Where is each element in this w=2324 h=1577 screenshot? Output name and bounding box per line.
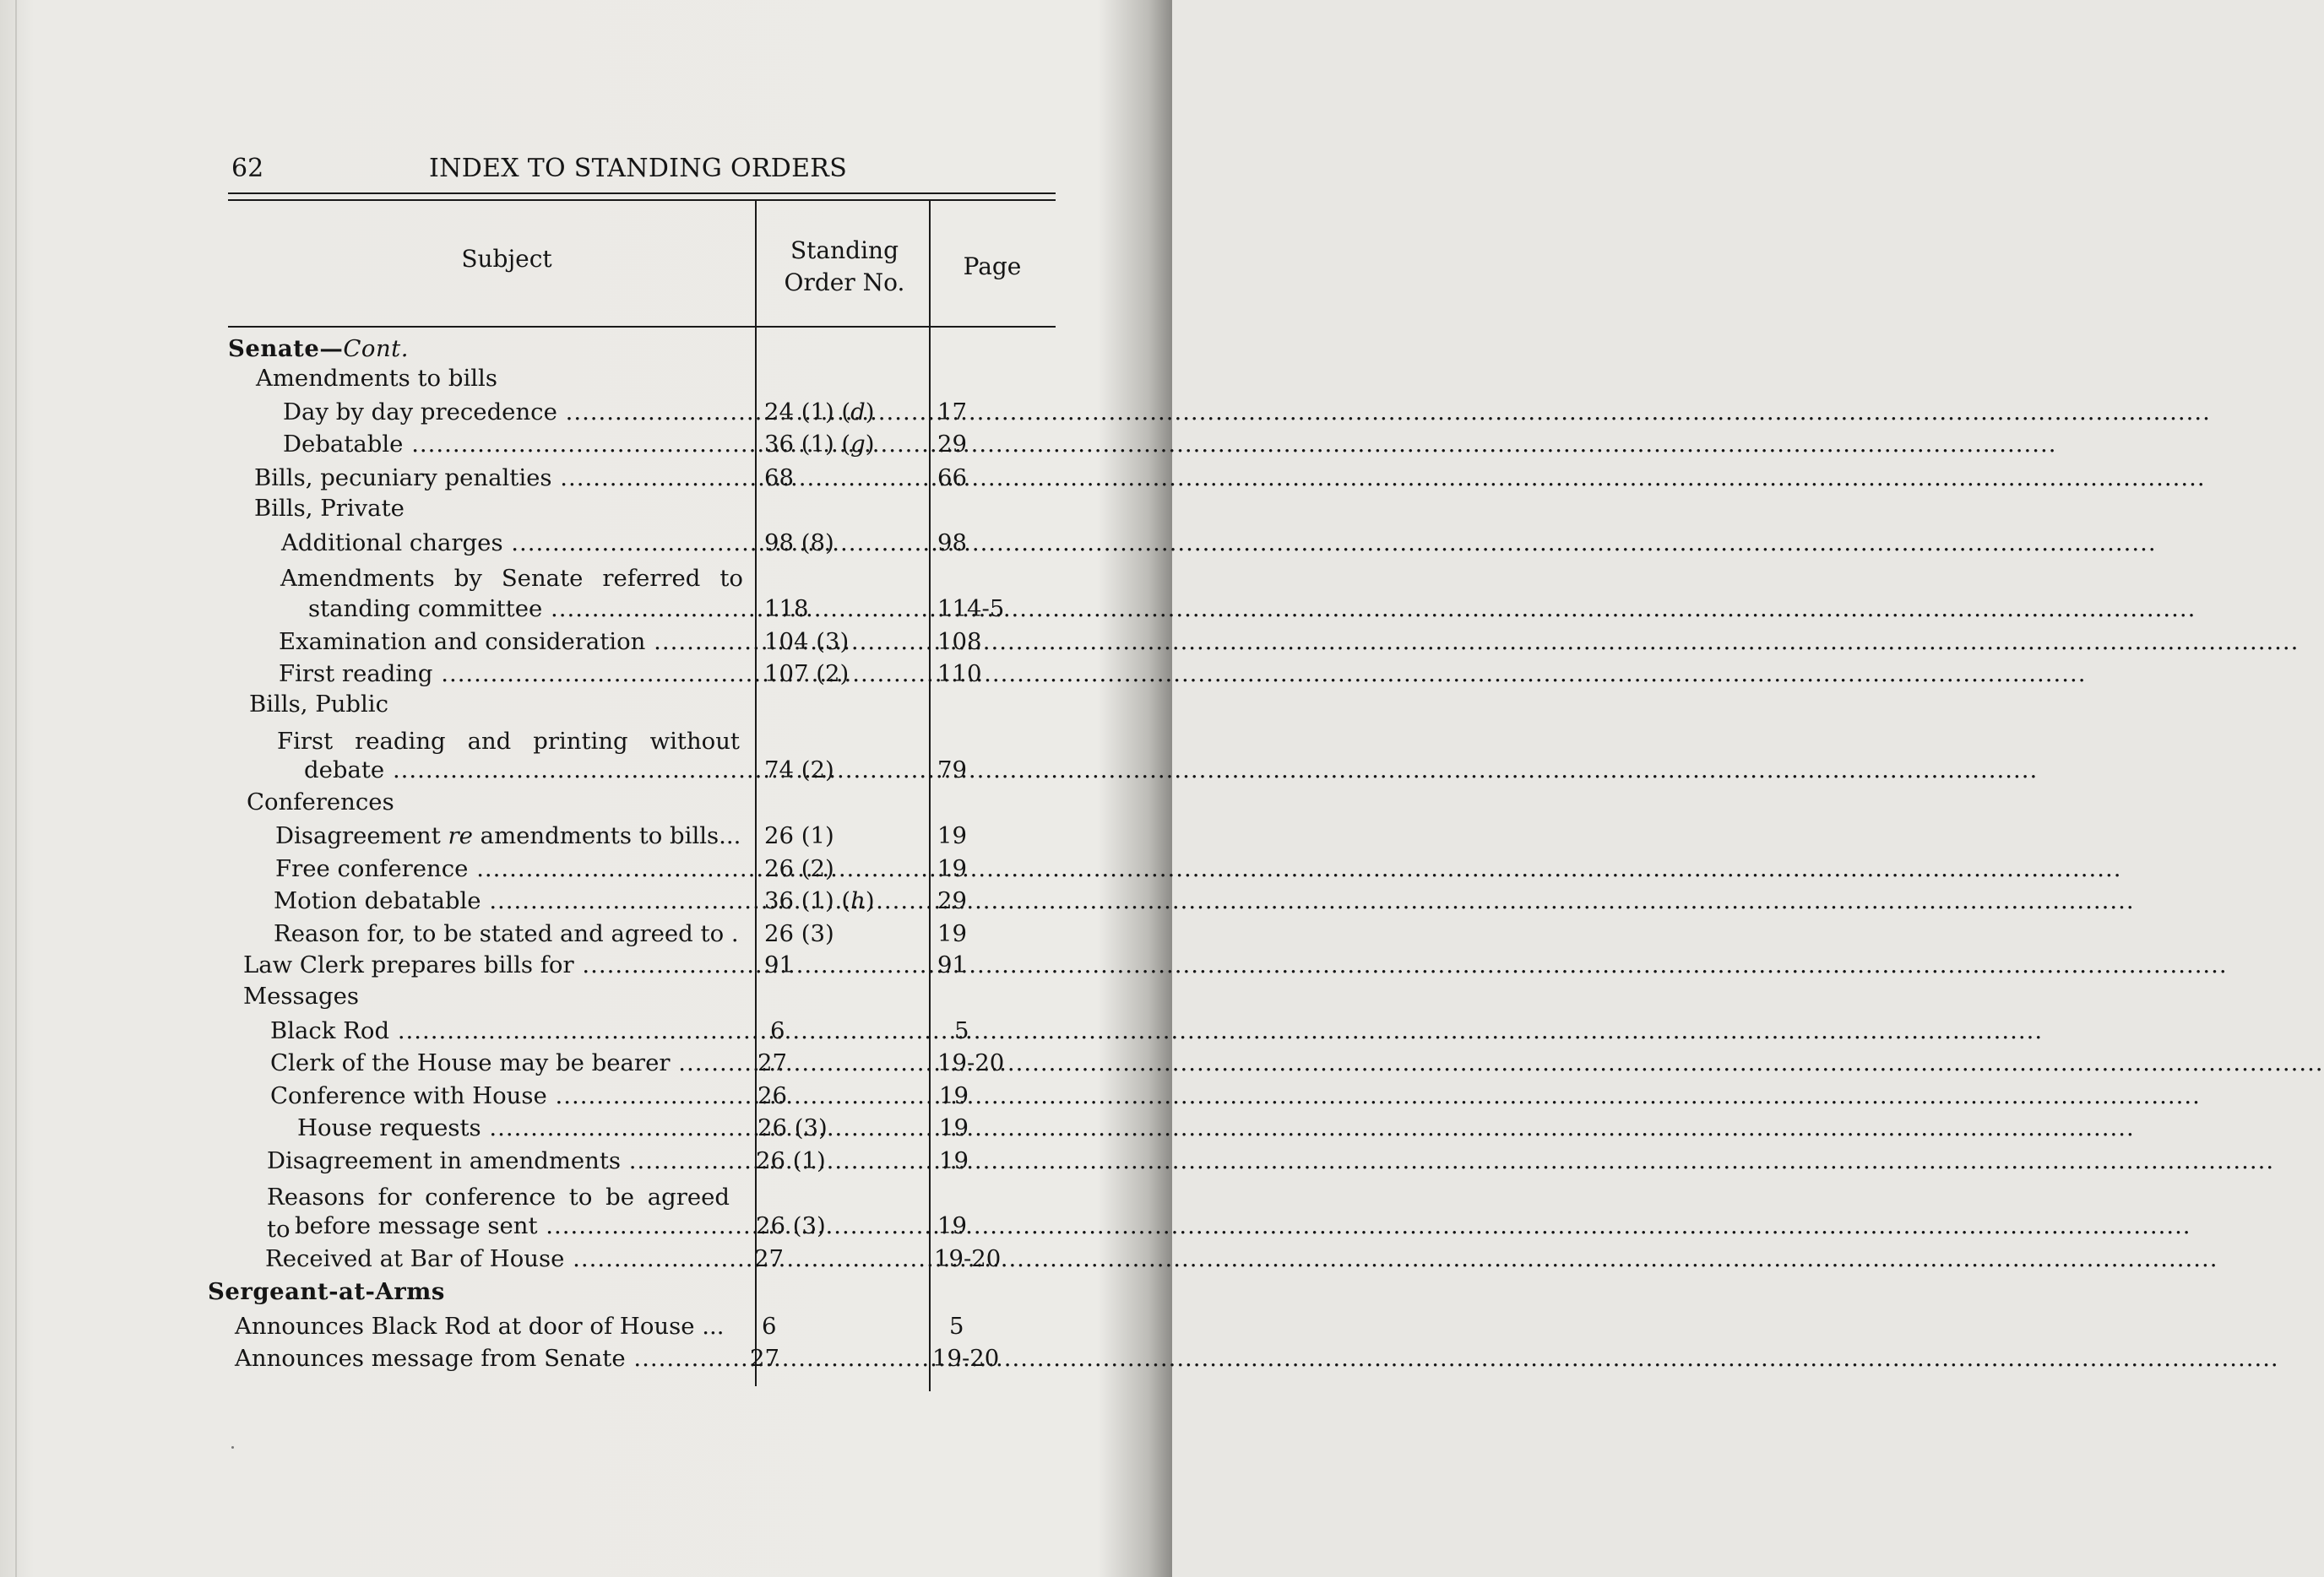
index-entry-received-bar bbox=[0, 1243, 1172, 1275]
entry-label: Announces message from Senate ..... bbox=[235, 1342, 730, 1374]
index-entry-bills-private bbox=[0, 492, 1172, 524]
index-entry-amendments-by-senate bbox=[0, 562, 1172, 594]
entry-page: 19 bbox=[939, 1147, 969, 1174]
entry-label: Reasons for conference to be agreed to bbox=[267, 1184, 730, 1243]
entry-order: 26 (2) bbox=[764, 855, 834, 882]
index-entry-examination bbox=[0, 626, 1172, 658]
index-entry-first-reading-printing bbox=[0, 725, 1172, 757]
entry-page: 91 bbox=[937, 951, 967, 978]
entry-order: 24 (1) (d) bbox=[764, 398, 875, 425]
entry-order: 91 bbox=[764, 951, 794, 978]
entry-page: 29 bbox=[937, 887, 967, 914]
entry-order: 26 bbox=[757, 1082, 787, 1109]
entry-page: 19 bbox=[939, 1082, 969, 1109]
entry-label: Amendments by Senate referred to bbox=[280, 565, 743, 592]
entry-order: 68 bbox=[764, 464, 794, 491]
entry-order: 107 (2) bbox=[764, 660, 850, 687]
index-entry-bills-pecuniary bbox=[0, 462, 1172, 494]
index-entry-amendments-to-bills bbox=[0, 362, 1172, 394]
entry-label: House requests ..... bbox=[297, 1112, 733, 1144]
entry-order: 27 bbox=[754, 1245, 784, 1272]
entry-label: First reading ..... bbox=[279, 658, 736, 690]
paper-speck bbox=[231, 1446, 234, 1449]
index-entry-conference-house bbox=[0, 1080, 1172, 1112]
column-header-order-line2: Order No. bbox=[784, 268, 905, 296]
entry-order: 36 (1) (g) bbox=[764, 431, 875, 458]
page-number: 62 bbox=[231, 154, 264, 183]
entry-label: Bills, Private bbox=[254, 495, 405, 522]
entry-order: 6 bbox=[762, 1313, 777, 1340]
entry-page: 79 bbox=[937, 756, 967, 783]
entry-page: 114-5 bbox=[937, 595, 1005, 622]
index-entry-free-conference bbox=[0, 853, 1172, 885]
index-entry-messages bbox=[0, 980, 1172, 1012]
index-entry-debate bbox=[0, 754, 1172, 786]
column-header-rule bbox=[228, 326, 1056, 328]
entry-page: 17 bbox=[937, 398, 967, 425]
entry-order: 26 (3) bbox=[757, 1114, 828, 1141]
entry-order: 36 (1) (h) bbox=[764, 887, 875, 914]
entry-label: Received at Bar of House ..... bbox=[265, 1243, 731, 1275]
entry-label: Announces Black Rod at door of House ... bbox=[235, 1313, 725, 1340]
entry-page: 110 bbox=[937, 660, 982, 687]
entry-label: Reason for, to be stated and agreed to . bbox=[274, 920, 739, 947]
entry-order: 26 (3) bbox=[764, 920, 834, 947]
running-title: INDEX TO STANDING ORDERS bbox=[429, 154, 848, 183]
index-entry-motion-debatable bbox=[0, 885, 1172, 917]
sergeant-title: Sergeant-at-Arms bbox=[208, 1278, 445, 1305]
index-entry-announces-black-rod bbox=[0, 1310, 1172, 1342]
section-heading-sergeant-at-arms bbox=[0, 1276, 1172, 1308]
column-header-subject: Subject bbox=[461, 245, 552, 273]
entry-page: 98 bbox=[937, 529, 967, 556]
column-header-order-line1: Standing bbox=[790, 236, 899, 264]
senate-cont: Cont. bbox=[343, 335, 409, 362]
header-rule-bottom bbox=[228, 199, 1056, 201]
entry-page: 19-20 bbox=[934, 1245, 1002, 1272]
entry-order: 26 (1) bbox=[756, 1147, 826, 1174]
entry-label: Day by day precedence ..... bbox=[283, 396, 735, 428]
entry-label: Messages bbox=[243, 983, 360, 1010]
index-entry-first-reading bbox=[0, 658, 1172, 690]
section-heading-senate bbox=[0, 333, 1172, 365]
entry-page: 108 bbox=[937, 628, 982, 655]
index-entry-announces-message bbox=[0, 1342, 1172, 1374]
entry-page: 5 bbox=[949, 1313, 964, 1340]
entry-order: 104 (3) bbox=[764, 628, 850, 655]
entry-order: 118 bbox=[764, 595, 809, 622]
entry-order: 27 bbox=[757, 1049, 787, 1076]
column-header-page: Page bbox=[963, 252, 1022, 280]
entry-page: 19 bbox=[937, 855, 967, 882]
entry-page: 19 bbox=[937, 1212, 967, 1239]
entry-label: Disagreement in amendments ..... bbox=[267, 1145, 733, 1177]
entry-label: Black Rod ..... bbox=[270, 1015, 735, 1047]
entry-order: 98 (8) bbox=[764, 529, 834, 556]
entry-label: Conference with House ..... bbox=[270, 1080, 733, 1112]
entry-label: standing committee ..... bbox=[308, 593, 736, 625]
entry-page: 19 bbox=[939, 1114, 969, 1141]
index-entry-house-requests bbox=[0, 1112, 1172, 1144]
entry-label: First reading and printing without bbox=[277, 728, 740, 755]
entry-label: Free conference ..... bbox=[275, 853, 736, 885]
entry-label: Disagreement re amendments to bills... bbox=[275, 822, 741, 849]
entry-label: debate ..... bbox=[304, 754, 736, 786]
senate-title: Senate— bbox=[228, 335, 344, 362]
index-entry-black-rod bbox=[0, 1015, 1172, 1047]
index-entry-standing-committee bbox=[0, 593, 1172, 625]
index-entry-clerk-bearer bbox=[0, 1047, 1172, 1079]
index-entry-disagreement-amendments bbox=[0, 1145, 1172, 1177]
entry-label: before message sent ..... bbox=[295, 1210, 732, 1242]
entry-label: Bills, pecuniary penalties ..... bbox=[254, 462, 735, 494]
entry-order: 27 bbox=[750, 1345, 779, 1372]
entry-label: Law Clerk prepares bills for ..... bbox=[243, 949, 735, 981]
entry-page: 29 bbox=[937, 431, 967, 458]
entry-page: 19-20 bbox=[937, 1049, 1005, 1076]
index-entry-additional-charges bbox=[0, 527, 1172, 559]
entry-page: 5 bbox=[954, 1017, 969, 1044]
entry-order: 74 (2) bbox=[764, 756, 834, 783]
entry-page: 66 bbox=[937, 464, 967, 491]
index-entry-law-clerk bbox=[0, 949, 1172, 981]
entry-page: 19 bbox=[937, 822, 967, 849]
index-entry-bills-public bbox=[0, 688, 1172, 720]
entry-label: Additional charges ..... bbox=[281, 527, 735, 559]
entry-order: 6 bbox=[770, 1017, 785, 1044]
entry-label: Motion debatable ..... bbox=[274, 885, 736, 917]
index-entry-disagreement-re bbox=[0, 820, 1172, 852]
index-entry-debatable bbox=[0, 428, 1172, 460]
entry-label: Bills, Public bbox=[249, 691, 388, 718]
entry-label: Debatable ..... bbox=[283, 428, 735, 460]
entry-order: 26 (1) bbox=[764, 822, 834, 849]
column-header-standing-order bbox=[760, 235, 929, 299]
entry-page: 19 bbox=[937, 920, 967, 947]
entry-label: Amendments to bills bbox=[256, 365, 497, 392]
entry-label: Clerk of the House may be bearer ..... bbox=[270, 1047, 735, 1079]
header-rule-top bbox=[228, 192, 1056, 194]
index-entry-conferences bbox=[0, 786, 1172, 818]
index-entry-before-message-sent bbox=[0, 1210, 1172, 1242]
entry-page: 19-20 bbox=[932, 1345, 1000, 1372]
entry-label: Examination and consideration ..... bbox=[279, 626, 736, 658]
index-entry-day-by-day bbox=[0, 396, 1172, 428]
index-entry-reason-for bbox=[0, 918, 1172, 950]
entry-order: 26 (3) bbox=[756, 1212, 826, 1239]
entry-label: Conferences bbox=[247, 788, 394, 816]
